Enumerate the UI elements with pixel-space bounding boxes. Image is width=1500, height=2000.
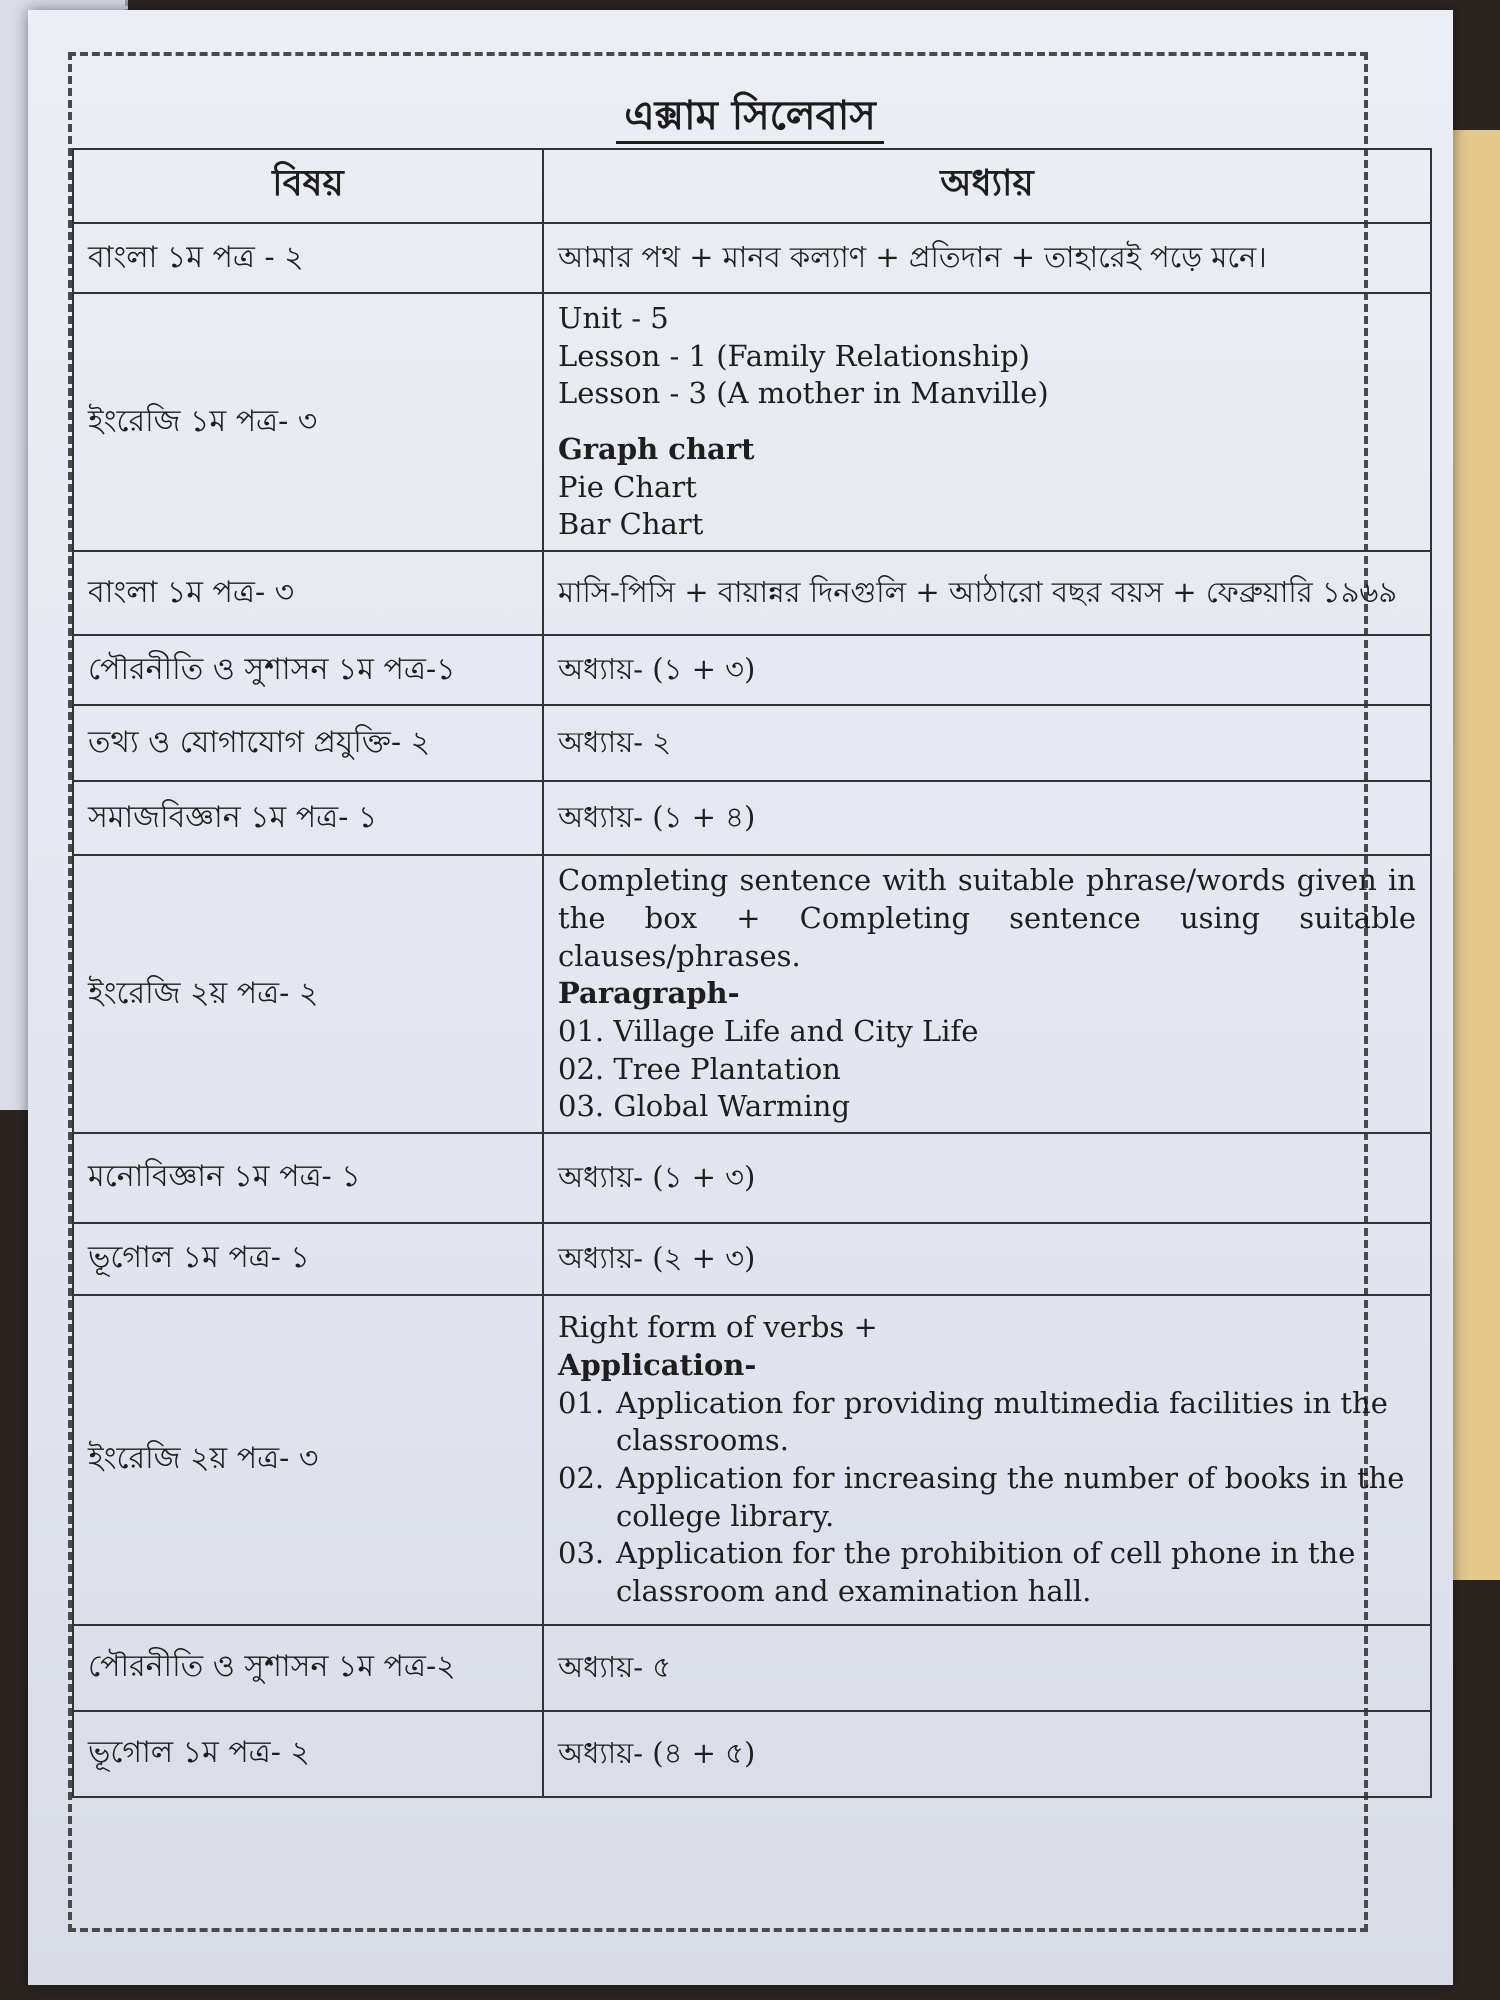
subject-cell: মনোবিজ্ঞান ১ম পত্র- ১ bbox=[73, 1133, 543, 1223]
table-row bbox=[73, 1133, 1431, 1223]
subject-cell: ইংরেজি ২য় পত্র- ২ bbox=[73, 855, 543, 1133]
chapter-cell: অধ্যায়- ২ bbox=[543, 705, 1431, 781]
chapter-heading: Graph chart bbox=[558, 432, 755, 467]
list-item: 03. Application for the prohibition of cell phone in the classroom and examination hall. bbox=[558, 1536, 1356, 1608]
syllabus-table bbox=[72, 148, 1432, 1798]
subject-cell: ইংরেজি ১ম পত্র- ৩ bbox=[73, 293, 543, 551]
chapter-intro: Right form of verbs + bbox=[558, 1310, 878, 1345]
chapter-cell: অধ্যায়- (১ + ৪) bbox=[543, 781, 1431, 855]
table-row bbox=[73, 855, 1431, 1133]
chapter-cell: মাসি-পিসি + বায়ান্নর দিনগুলি + আঠারো বছর বয়স + ফেব্রুয়ারি ১৯৬৯ bbox=[543, 551, 1431, 635]
subject-cell: ইংরেজি ২য় পত্র- ৩ bbox=[73, 1295, 543, 1625]
table-row bbox=[73, 551, 1431, 635]
chapter-cell: অধ্যায়- ৫ bbox=[543, 1625, 1431, 1711]
chapter-cell: অধ্যায়- (২ + ৩) bbox=[543, 1223, 1431, 1295]
chapter-line: 02. Tree Plantation bbox=[558, 1051, 841, 1086]
table-row bbox=[73, 1711, 1431, 1797]
chapter-line: 01. Village Life and City Life bbox=[558, 1013, 979, 1048]
chapter-intro: Completing sentence with suitable phrase/words given in the box + Completing sentence using suitable clauses/phrases. bbox=[558, 863, 1416, 973]
chapter-line: Lesson - 1 (Family Relationship) bbox=[558, 338, 1030, 373]
chapter-cell: অধ্যায়- (১ + ৩) bbox=[543, 635, 1431, 705]
chapter-line: 03. Global Warming bbox=[558, 1089, 851, 1124]
subject-cell: পৌরনীতি ও সুশাসন ১ম পত্র-১ bbox=[73, 635, 543, 705]
chapter-line: Bar Chart bbox=[558, 507, 704, 542]
chapter-heading: Paragraph- bbox=[558, 976, 740, 1011]
subject-cell: ভূগোল ১ম পত্র- ২ bbox=[73, 1711, 543, 1797]
table-row bbox=[73, 1295, 1431, 1625]
table-row bbox=[73, 635, 1431, 705]
subject-cell: বাংলা ১ম পত্র- ৩ bbox=[73, 551, 543, 635]
subject-cell: ভূগোল ১ম পত্র- ১ bbox=[73, 1223, 543, 1295]
list-item: 01. Application for providing multimedia facilities in the classrooms. bbox=[558, 1385, 1388, 1458]
chapter-header: অধ্যায় bbox=[543, 149, 1431, 223]
chapter-line: Pie Chart bbox=[558, 469, 697, 504]
chapter-line: Unit - 5 bbox=[558, 301, 669, 335]
chapter-heading: Application- bbox=[558, 1347, 757, 1382]
application-list bbox=[558, 1385, 1416, 1611]
chapter-cell: অধ্যায়- (১ + ৩) bbox=[543, 1133, 1431, 1223]
page-title: এক্সাম সিলেবাস bbox=[0, 84, 1500, 151]
list-item: 02. Application for increasing the number of books in the college library. bbox=[558, 1460, 1405, 1533]
table-row bbox=[73, 293, 1431, 551]
subject-cell: বাংলা ১ম পত্র - ২ bbox=[73, 223, 543, 293]
table-row bbox=[73, 1625, 1431, 1711]
chapter-cell: আমার পথ + মানব কল্যাণ + প্রতিদান + তাহারেই পড়ে মনে। bbox=[543, 223, 1431, 293]
subject-cell: তথ্য ও যোগাযোগ প্রযুক্তি- ২ bbox=[73, 705, 543, 781]
subject-header: বিষয় bbox=[73, 149, 543, 223]
chapter-cell bbox=[543, 293, 1431, 551]
table-row bbox=[73, 223, 1431, 293]
table-row bbox=[73, 705, 1431, 781]
table-header-row bbox=[73, 149, 1431, 223]
subject-cell: পৌরনীতি ও সুশাসন ১ম পত্র-২ bbox=[73, 1625, 543, 1711]
chapter-line: Lesson - 3 (A mother in Manville) bbox=[558, 376, 1049, 411]
chapter-cell bbox=[543, 1295, 1431, 1625]
chapter-cell bbox=[543, 855, 1431, 1133]
table-row bbox=[73, 781, 1431, 855]
chapter-cell: অধ্যায়- (৪ + ৫) bbox=[543, 1711, 1431, 1797]
subject-cell: সমাজবিজ্ঞান ১ম পত্র- ১ bbox=[73, 781, 543, 855]
table-row bbox=[73, 1223, 1431, 1295]
